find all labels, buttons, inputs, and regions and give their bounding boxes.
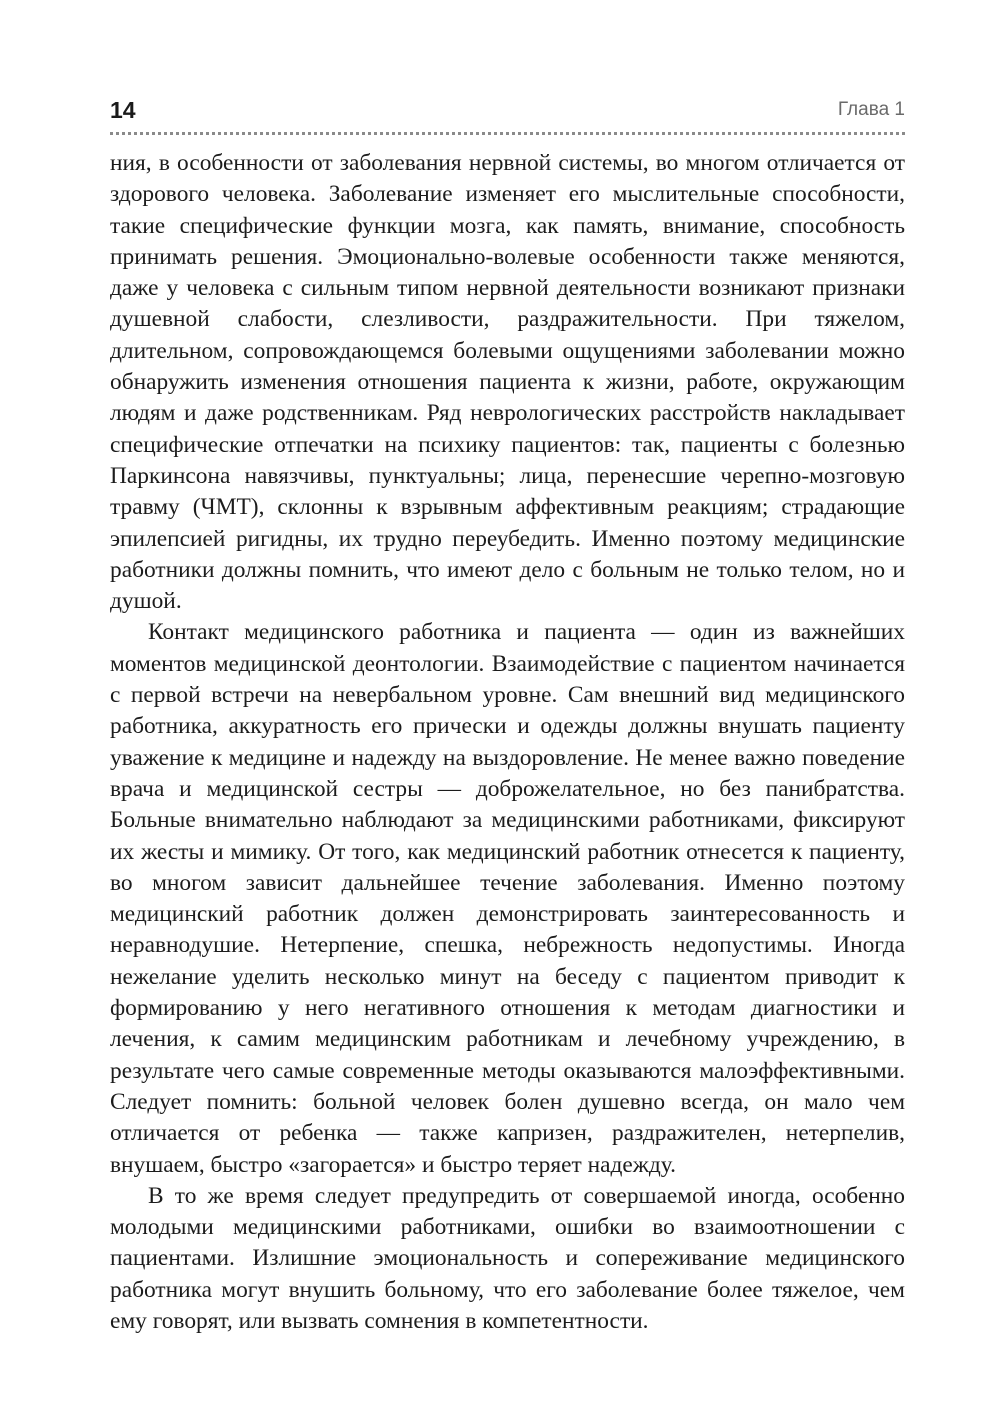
body-text bbox=[110, 148, 905, 1337]
header-dotted-rule bbox=[110, 132, 905, 135]
page-header bbox=[110, 97, 905, 137]
paragraph-1: ния, в особенности от заболевания нервной системы, во многом отличается от здорового человека. Заболевание изменяет его мыслительные способности, такие специфические функции мозга, как память, внимание, способность принимать решения. Эмоционально-волевые особенности также меняются, даже у человека с сильным типом нервной деятельности возникают признаки душевной слабости, слезливости, раздражительности. При тяжелом, длительном, сопровождающемся болевыми ощущениями заболевании можно обнаружить изменения отношения пациента к жизни, работе, окружающим людям и даже родственникам. Ряд неврологических расстройств накладывает специфические отпечатки на психику пациентов: так, пациенты с болезнью Паркинсона навязчивы, пунктуальны; лица, перенесшие черепно-мозговую травму (ЧМТ), склонны к взрывным аффективным реакциям; страдающие эпилепсией ригидны, их трудно переубедить. Именно поэтому медицинские работники должны помнить, что имеют дело с больным не только телом, но и душой. bbox=[110, 150, 905, 615]
page-number: 14 bbox=[110, 97, 136, 123]
chapter-label: Глава 1 bbox=[837, 99, 905, 120]
paragraph-3: В то же время следует предупредить от совершаемой иногда, особенно молодыми медицинскими работниками, ошибки во взаимоотношении с пациентами. Излишние эмоциональность и сопереживание медицинского работника могут внушить больному, что его заболевание более тяжелое, чем ему говорят, или вызвать сомнения в компетентности. bbox=[110, 1182, 905, 1334]
paragraph-2: Контакт медицинского работника и пациента — один из важнейших моментов медицинской деонтологии. Взаимодействие с пациентом начинается с первой встречи на невербальном уровне. Сам внешний вид медицинского работника, аккуратность его прически и одежды должны внушать пациенту уважение к медицине и надежду на выздоровление. Не менее важно поведение врача и медицинской сестры — доброжелательное, но без панибратства. Больные внимательно наблюдают за медицинскими работниками, фиксируют их жесты и мимику. От того, как медицинский работник отнесется к пациенту, во многом зависит дальнейшее течение заболевания. Именно поэтому медицинский работник должен демонстрировать заинтересованность и неравнодушие. Нетерпение, спешка, небрежность недопустимы. Иногда нежелание уделить несколько минут на беседу с пациентом приводит к формированию у него негативного отношения к методам диагностики и лечения, к самим медицинским работникам и лечебному учреждению, в результате чего самые современные методы оказываются малоэффективными. Следует помнить: больной человек болен душевно всегда, он мало чем отличается от ребенка — также капризен, раздражителен, нетерпелив, внушаем, быстро «загорается» и быстро теряет надежду. bbox=[110, 619, 905, 1178]
